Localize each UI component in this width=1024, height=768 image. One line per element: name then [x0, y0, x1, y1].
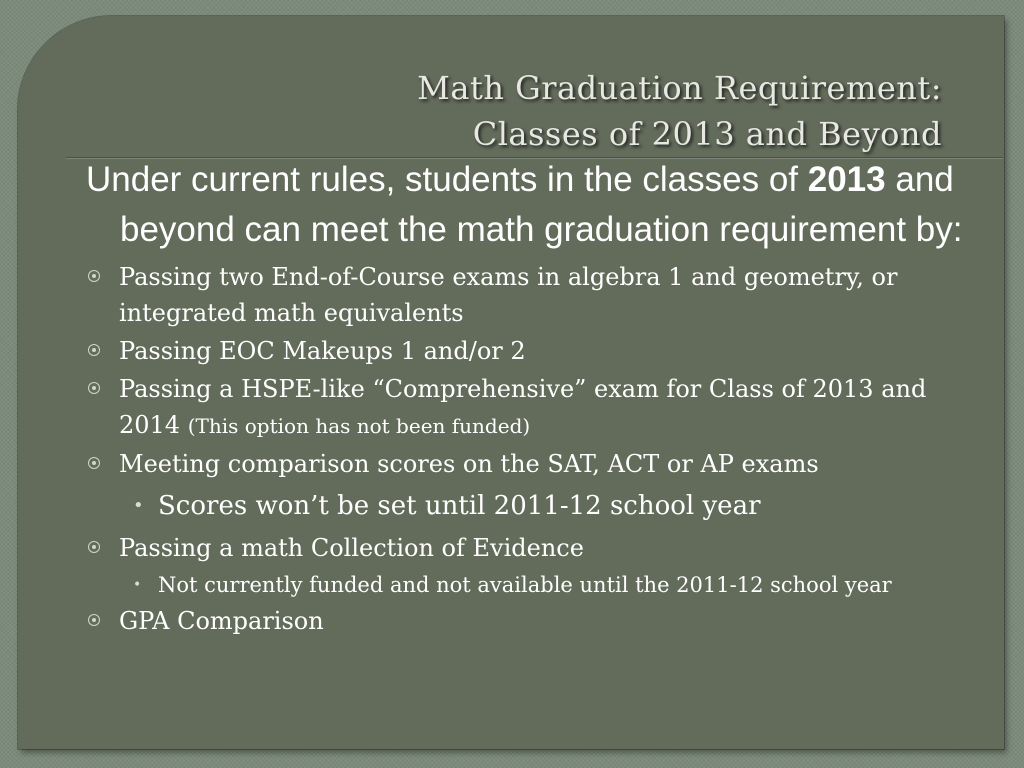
bullet-eoc-makeups	[86, 333, 986, 369]
bullet-text: Passing EOC Makeups 1 and/or 2	[119, 337, 526, 365]
sub-bullet-text: Not currently funded and not available until the 2011-12 school year	[158, 573, 892, 597]
dot-bullet-icon: •	[133, 495, 144, 516]
lead-year: 2013	[807, 160, 886, 199]
circled-dot-icon	[88, 270, 100, 282]
bullet-gpa-comparison	[86, 603, 986, 639]
circled-dot-icon	[88, 457, 100, 469]
lead-paragraph	[86, 155, 986, 255]
bullet-text: Passing a HSPE-like “Comprehensive” exam for Class of 2013 and 2014	[119, 375, 927, 439]
bullet-comprehensive-exam	[86, 371, 986, 444]
bullet-eoc-exams	[86, 259, 986, 331]
title-line-2: Classes of 2013 and Beyond	[472, 115, 942, 153]
lead-text-after: and beyond can meet the math graduation requirement by:	[120, 160, 963, 249]
sub-bullet-not-funded	[86, 570, 898, 601]
title-line-1: Math Graduation Requirement:	[417, 69, 942, 107]
circled-dot-icon	[88, 344, 100, 356]
circled-dot-icon	[88, 382, 100, 394]
circled-dot-icon	[88, 541, 100, 553]
bullet-note: (This option has not been funded)	[187, 414, 531, 438]
bullet-collection-of-evidence	[86, 530, 986, 566]
sub-bullet-scores	[86, 486, 986, 526]
bullet-text: Meeting comparison scores on the SAT, ACT or AP exams	[119, 450, 819, 478]
bullet-comparison-scores	[86, 446, 986, 482]
bullet-text: GPA Comparison	[119, 607, 324, 635]
circled-dot-icon	[88, 614, 100, 626]
bullet-text: Passing a math Collection of Evidence	[119, 534, 584, 562]
slide-title	[182, 65, 942, 157]
dot-bullet-icon: •	[133, 577, 142, 593]
sub-bullet-text: Scores won’t be set until 2011-12 school year	[158, 491, 761, 521]
bullet-text: Passing two End-of-Course exams in algebra 1 and geometry, or integrated math equivalents	[119, 263, 898, 327]
lead-text-before: Under current rules, students in the classes of	[86, 160, 808, 199]
slide-body	[86, 155, 986, 641]
